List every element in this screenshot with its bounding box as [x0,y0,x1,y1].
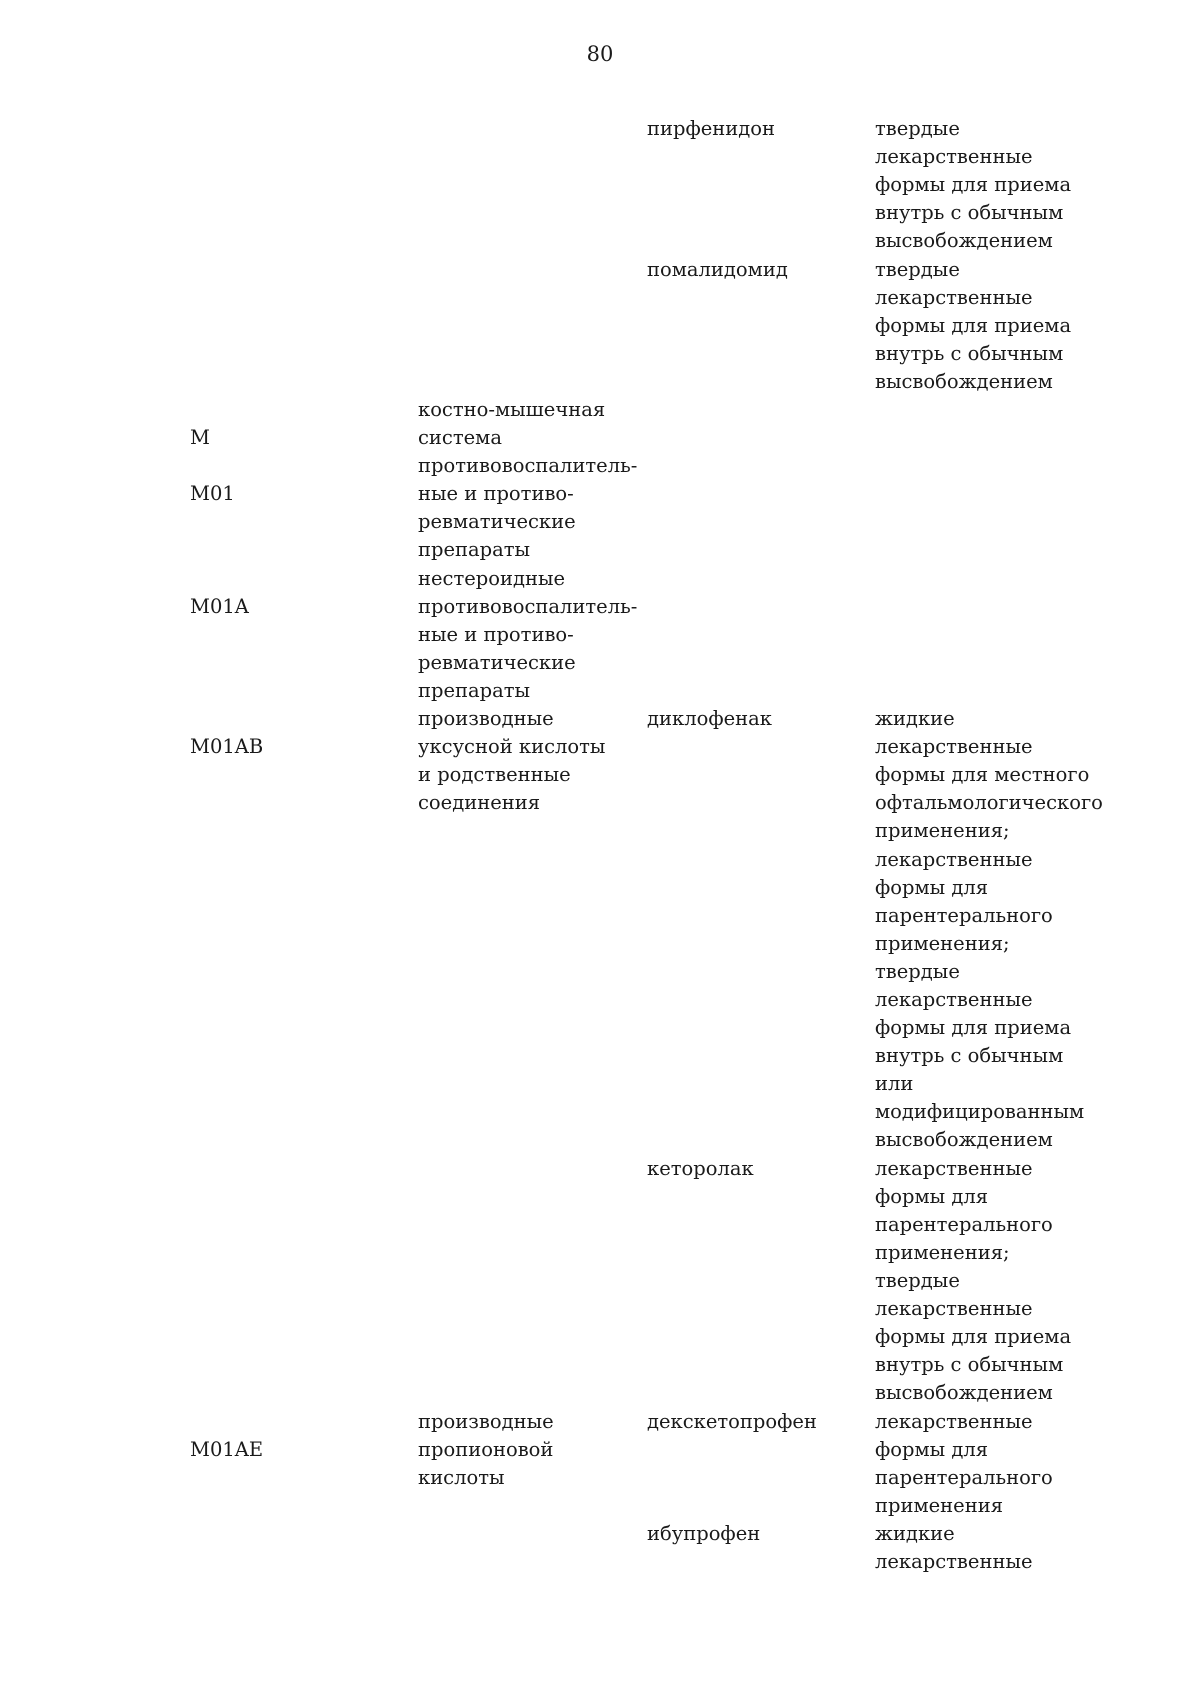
anatomical-therapeutic-group [418,452,637,564]
table-row [0,256,1200,397]
drug-name: декскетопрофен [647,1409,817,1433]
dosage-form-line: лекарственные [875,1156,1033,1180]
dosage-form-line: внутрь с обычным [875,201,1064,225]
dosage-form-line: высвобождением [875,1381,1053,1405]
anatomical-therapeutic-group [418,1408,554,1492]
group-line: соединения [418,791,541,815]
atc-code: M01A [190,594,249,618]
table-row [0,115,1200,256]
dosage-form-line: высвобождением [875,1128,1053,1152]
dosage-form [875,1408,1053,1520]
dosage-form [875,256,1071,396]
dosage-form-line: внутрь с обычным [875,341,1064,365]
dosage-form-line: формы для [875,1184,989,1208]
drug-name: помалидомид [647,257,788,281]
dosage-form-line: лекарственные [875,145,1033,169]
atc-code: M [190,426,210,450]
dosage-form-line: формы для приема [875,173,1072,197]
anatomical-therapeutic-group [418,705,605,817]
dosage-form [875,1520,1033,1576]
anatomical-therapeutic-group [418,565,637,705]
dosage-form-line: лекарственные [875,847,1033,871]
dosage-form-line: парентерального [875,1212,1053,1236]
page-number: 80 [586,42,614,66]
dosage-form-line: лекарственные [875,1550,1033,1574]
group-line: система [418,426,502,450]
group-line: пропионовой [418,1437,554,1461]
dosage-form [875,1155,1071,1408]
dosage-form-line: применения [875,1493,1004,1517]
dosage-form-line: внутрь с обычным [875,1353,1064,1377]
group-line: противовоспалитель- [418,454,638,478]
group-line: ревматические [418,650,576,674]
dosage-form-line: формы для приема [875,313,1072,337]
drug-name: диклофенак [647,707,772,731]
dosage-form-line: парентерального [875,1465,1053,1489]
group-line: кислоты [418,1465,505,1489]
table-row [0,1155,1200,1408]
dosage-form-line: применения; [875,819,1010,843]
dosage-form-line: формы для [875,1437,989,1461]
dosage-form-line: жидкие [875,1521,955,1545]
group-line: препараты [418,538,531,562]
table-row [0,705,1200,1155]
table-row [0,1520,1200,1576]
dosage-form-line: внутрь с обычным [875,1044,1064,1068]
table-row [0,1408,1200,1520]
dosage-form-line: твердые [875,959,960,983]
dosage-form-line: лекарственные [875,1409,1033,1433]
dosage-form-line: применения; [875,931,1010,955]
dosage-form-line: твердые [875,1269,960,1293]
group-line: нестероидные [418,566,566,590]
dosage-form-line: твердые [875,257,960,281]
group-line: и родственные [418,763,571,787]
anatomical-therapeutic-group [418,396,605,452]
table-row [0,565,1200,706]
dosage-form-line: формы для [875,875,989,899]
group-line: ревматические [418,510,576,534]
dosage-form-line: парентерального [875,903,1053,927]
dosage-form-line: высвобождением [875,229,1053,253]
atc-code: M01AB [190,735,264,759]
dosage-form-line: формы для приема [875,1325,1072,1349]
group-line: костно-мышечная [418,398,606,421]
dosage-form-line: или [875,1072,914,1096]
dosage-form-line: жидкие [875,707,955,731]
dosage-form-line: формы для приема [875,1016,1072,1040]
dosage-form-line: модифицированным [875,1100,1085,1124]
dosage-form-line: твердые [875,117,960,140]
dosage-form-line: лекарственные [875,735,1033,759]
group-line: препараты [418,678,531,702]
dosage-form-line: формы для местного [875,763,1090,787]
group-line: ные и противо- [418,482,574,506]
group-line: противовоспалитель- [418,594,638,618]
dosage-form-line: лекарственные [875,285,1033,309]
dosage-form-line: лекарственные [875,1297,1033,1321]
table-row [0,396,1200,452]
drug-name: пирфенидон [647,117,776,140]
dosage-form [875,115,1071,255]
group-line: уксусной кислоты [418,735,606,759]
dosage-form-line: высвобождением [875,369,1053,393]
table-row [0,452,1200,564]
group-line: ные и противо- [418,622,574,646]
dosage-form [875,705,1103,1155]
drug-name: кеторолак [647,1156,754,1180]
group-line: производные [418,707,554,731]
dosage-form-line: применения; [875,1240,1010,1264]
dosage-form-line: офтальмологического [875,791,1103,815]
atc-code: M01 [190,482,235,506]
atc-code: M01AE [190,1437,264,1461]
drug-name: ибупрофен [647,1521,761,1545]
group-line: производные [418,1409,554,1433]
dosage-form-line: лекарственные [875,988,1033,1012]
drug-classification-table [0,115,1200,1576]
